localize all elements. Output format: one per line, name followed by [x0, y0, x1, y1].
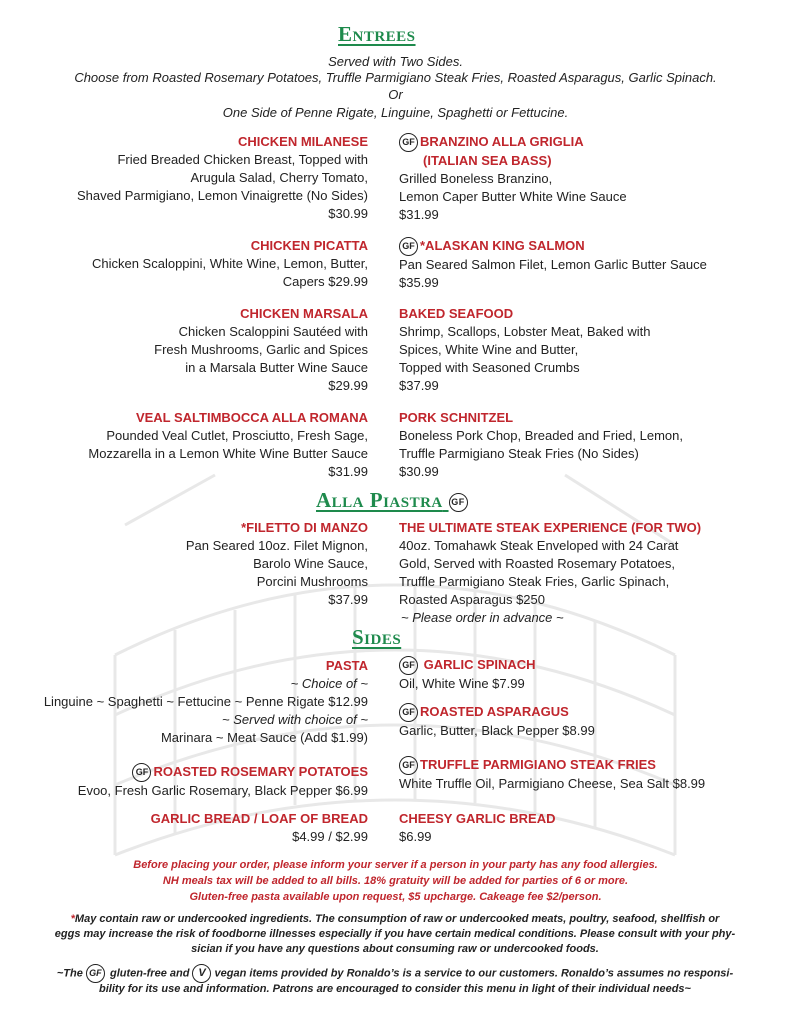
gluten-free-icon: GF: [399, 237, 418, 256]
allergy-note-3: Gluten-free pasta available upon request, $5 upcharge. Cakeage fee $2/person.: [189, 891, 602, 903]
raw-disclaimer-3: sician if you have any questions about consuming raw or undercooked foods.: [191, 943, 599, 955]
item-desc: Linguine ~ Spaghetti ~ Fettucine ~ Penne Rigate $12.99: [43, 694, 368, 709]
gluten-free-icon: GF: [132, 763, 151, 782]
ultimate-steak-experience: [399, 519, 739, 627]
entrees-intro-3: Or: [388, 87, 403, 102]
sides-title: Sides: [352, 625, 402, 649]
gluten-free-icon: GF: [399, 703, 418, 722]
item-desc: Evoo, Fresh Garlic Rosemary, Black Pepper $6.99: [77, 783, 368, 799]
allergy-note-2: NH meals tax will be added to all bills. 18% gratuity will be added for parties of 6 or more.: [162, 875, 629, 887]
veal-saltimbocca: [38, 409, 368, 481]
item-name: VEAL SALTIMBOCCA ALLA ROMANA: [135, 410, 368, 425]
gf-disclaimer-1: ~The GF gluten-free and V vegan items provided by Ronaldo’s is a service to our customers. Ronaldo’s assumes no responsi-: [45, 964, 745, 983]
item-desc: Truffle Parmigiano Steak Fries, Garlic Spinach,: [399, 574, 670, 589]
raw-disclaimer-1: *May contain raw or undercooked ingredients. The consumption of raw or undercooked meats, poultry, seafood, shellfish or: [70, 913, 720, 925]
garlic-spinach: [399, 656, 739, 693]
item-desc: Porcini Mushrooms: [256, 574, 368, 589]
item-desc: Garlic, Butter, Black Pepper $8.99: [399, 723, 595, 739]
item-desc: Shaved Parmigiano, Lemon Vinaigrette (No Sides): [77, 188, 368, 203]
item-desc: $6.99: [399, 829, 432, 844]
entrees-title: Entrees: [338, 22, 416, 46]
item-name: GF TRUFFLE PARMIGIANO STEAK FRIES: [399, 756, 739, 775]
roasted-rosemary-potatoes: [38, 763, 368, 800]
item-name: GARLIC BREAD / LOAF OF BREAD: [150, 811, 368, 826]
item-price: $37.99: [399, 378, 439, 393]
roasted-asparagus: [399, 703, 739, 740]
truffle-parmigiano-steak-fries: [399, 756, 739, 793]
item-desc: Gold, Served with Roasted Rosemary Potatoes,: [399, 556, 676, 571]
item-name: CHEESY GARLIC BREAD: [399, 811, 556, 826]
vegan-icon: V: [192, 964, 211, 983]
item-desc: $4.99 / $2.99: [292, 829, 368, 844]
item-desc: Truffle Parmigiano Steak Fries (No Sides): [399, 446, 639, 461]
item-desc: Pan Seared Salmon Filet, Lemon Garlic Butter Sauce: [399, 257, 707, 273]
item-name: CHICKEN MARSALA: [240, 306, 368, 321]
item-desc: Pan Seared 10oz. Filet Mignon,: [185, 538, 368, 553]
item-desc: Marinara ~ Meat Sauce (Add $1.99): [160, 730, 368, 745]
item-name: CHICKEN PICATTA: [250, 238, 368, 253]
item-desc: Mozzarella in a Lemon White Wine Butter Sauce: [88, 446, 368, 461]
item-price: $29.99: [328, 378, 368, 393]
garlic-bread: [38, 810, 368, 846]
item-name: GF GARLIC SPINACH: [399, 656, 739, 675]
item-name: PASTA: [325, 658, 368, 673]
item-desc: Capers $29.99: [282, 274, 368, 289]
item-name: GF BRANZINO ALLA GRIGLIA: [399, 133, 739, 152]
item-served: ~ Served with choice of ~: [222, 712, 368, 727]
item-desc: Barolo Wine Sauce,: [253, 556, 368, 571]
chicken-picatta: [38, 237, 368, 291]
item-desc: Fried Breaded Chicken Breast, Topped with: [117, 152, 368, 167]
item-desc: Topped with Seasoned Crumbs: [399, 360, 580, 375]
gluten-free-icon: GF: [399, 756, 418, 775]
item-desc: Shrimp, Scallops, Lobster Meat, Baked with: [399, 324, 651, 339]
item-name: *FILETTO DI MANZO: [241, 520, 368, 535]
item-desc: Roasted Asparagus $250: [399, 592, 545, 607]
item-subname: (ITALIAN SEA BASS): [423, 153, 552, 169]
item-price: $30.99: [399, 464, 439, 479]
item-desc: Lemon Caper Butter White Wine Sauce: [399, 189, 627, 205]
item-name: GF ROASTED ASPARAGUS: [399, 703, 739, 722]
item-price: $30.99: [328, 206, 368, 221]
item-desc: Oil, White Wine $7.99: [399, 676, 525, 692]
filetto-di-manzo: [38, 519, 368, 609]
item-desc: Grilled Boneless Branzino,: [399, 171, 553, 187]
allergy-note-1: Before placing your order, please inform your server if a person in your party has any food allergies.: [133, 859, 658, 871]
item-price: $31.99: [328, 464, 368, 479]
item-name: PORK SCHNITZEL: [399, 410, 514, 425]
item-desc: Pounded Veal Cutlet, Prosciutto, Fresh Sage,: [106, 428, 368, 443]
entrees-intro-2: Choose from Roasted Rosemary Potatoes, Truffle Parmigiano Steak Fries, Roasted Asparagus, Garlic Spinach.: [74, 70, 717, 85]
item-desc: White Truffle Oil, Parmigiano Cheese, Sea Salt $8.99: [399, 776, 706, 792]
item-desc: Spices, White Wine and Butter,: [399, 342, 579, 357]
chicken-milanese: [38, 133, 368, 223]
item-desc: 40oz. Tomahawk Steak Enveloped with 24 Carat: [399, 538, 679, 553]
item-price: $31.99: [399, 207, 439, 223]
item-desc: Chicken Scaloppini, White Wine, Lemon, Butter,: [91, 256, 368, 271]
item-name: GF *ALASKAN KING SALMON: [399, 237, 739, 256]
gluten-free-icon: GF: [399, 133, 418, 152]
item-desc: Chicken Scaloppini Sautéed with: [178, 324, 368, 339]
item-name: CHICKEN MILANESE: [237, 134, 368, 149]
item-name: THE ULTIMATE STEAK EXPERIENCE (FOR TWO): [399, 520, 702, 535]
entrees-intro-4: One Side of Penne Rigate, Linguine, Spaghetti or Fettucine.: [222, 105, 569, 120]
gf-disclaimer-2: bility for its use and information. Patrons are encouraged to consider this menu in light of their individual needs~: [99, 983, 691, 995]
gluten-free-icon: GF: [399, 656, 418, 675]
item-desc: in a Marsala Butter Wine Sauce: [185, 360, 368, 375]
item-price: $37.99: [328, 592, 368, 607]
raw-disclaimer-2: eggs may increase the risk of foodborne illnesses especially if you have certain medical conditions. Please consult with your phy-: [54, 928, 736, 940]
item-note: ~ Please order in advance ~: [401, 610, 564, 625]
item-name: GF ROASTED ROSEMARY POTATOES: [38, 763, 368, 782]
gluten-free-icon: GF: [86, 964, 105, 983]
chicken-marsala: [38, 305, 368, 395]
item-desc: Fresh Mushrooms, Garlic and Spices: [154, 342, 368, 357]
baked-seafood: [399, 305, 739, 395]
branzino: [399, 133, 739, 224]
pork-schnitzel: [399, 409, 739, 481]
pasta-side: [10, 657, 368, 747]
alaskan-king-salmon: [399, 237, 739, 292]
alla-piastra-title: Alla Piastra GF: [316, 488, 470, 513]
cheesy-garlic-bread: [399, 810, 739, 846]
item-desc: Boneless Pork Chop, Breaded and Fried, Lemon,: [399, 428, 684, 443]
item-desc: Arugula Salad, Cherry Tomato,: [190, 170, 368, 185]
entrees-intro-1: Served with Two Sides.: [328, 54, 463, 69]
gluten-free-icon: GF: [449, 493, 468, 512]
item-choice: ~ Choice of ~: [290, 676, 368, 691]
item-price: $35.99: [399, 275, 439, 291]
item-name: BAKED SEAFOOD: [399, 306, 514, 321]
